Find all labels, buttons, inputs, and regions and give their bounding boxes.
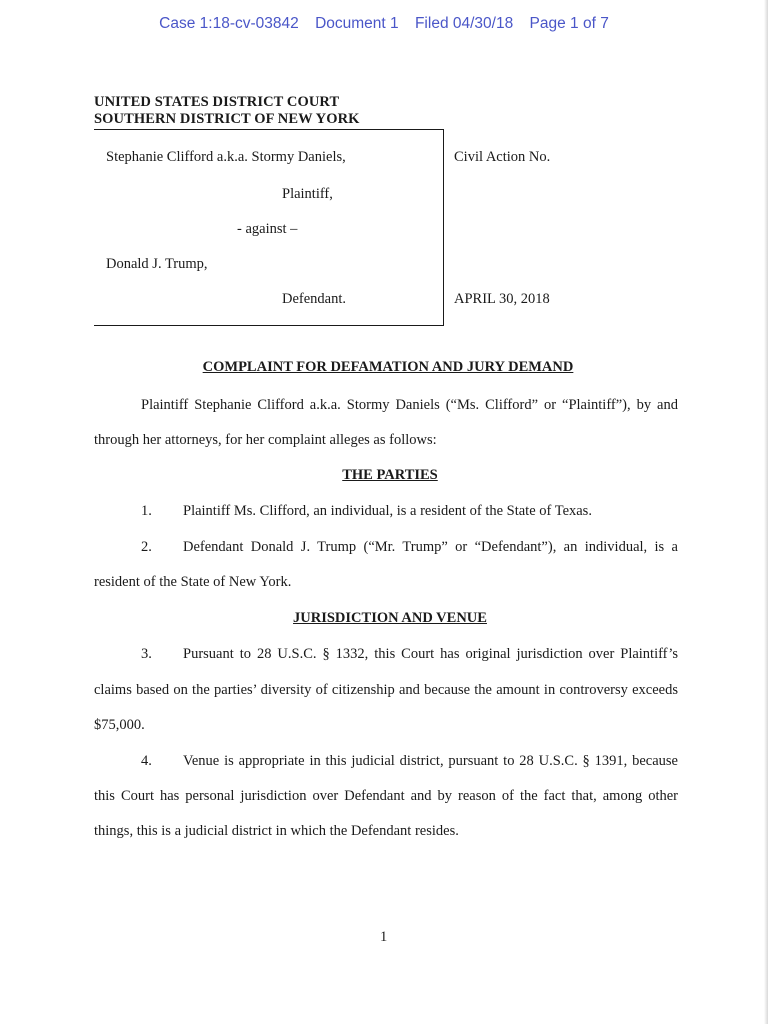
paragraph-4-line-3: things, this is a judicial district in which the Defendant resides. xyxy=(94,823,459,839)
ecf-header xyxy=(0,15,768,33)
plaintiff-role: Plaintiff, xyxy=(282,186,333,202)
scan-edge-shadow xyxy=(764,0,768,1024)
intro-line-1: Plaintiff Stephanie Clifford a.k.a. Stormy Daniels (“Ms. Clifford” or “Plaintiff”), by and xyxy=(141,397,678,413)
paragraph-number: 4. xyxy=(141,753,152,769)
section-heading-jurisdiction: JURISDICTION AND VENUE xyxy=(293,610,487,626)
paragraph-1-text: Plaintiff Ms. Clifford, an individual, is a resident of the State of Texas. xyxy=(183,503,592,519)
plaintiff-name: Stephanie Clifford a.k.a. Stormy Daniels, xyxy=(106,149,346,165)
section-heading-parties: THE PARTIES xyxy=(342,467,438,483)
paragraph-3-line-1: Pursuant to 28 U.S.C. § 1332, this Court has original jurisdiction over Plaintiff’s xyxy=(183,646,678,662)
paragraph-3-line-2: claims based on the parties’ diversity of citizenship and because the amount in controversy exceeds xyxy=(94,682,678,698)
against-label: - against – xyxy=(237,221,298,237)
paragraph-2-line-1: Defendant Donald J. Trump (“Mr. Trump” or “Defendant”), an individual, is a xyxy=(183,539,678,555)
case-number: Case 1:18-cv-03842 xyxy=(159,15,299,32)
filing-date: APRIL 30, 2018 xyxy=(454,291,550,307)
court-name-line2: SOUTHERN DISTRICT OF NEW YORK xyxy=(94,111,360,127)
caption-vertical-rule xyxy=(443,129,444,326)
caption-bottom-rule xyxy=(94,325,444,326)
court-name-line1: UNITED STATES DISTRICT COURT xyxy=(94,94,340,110)
civil-action-label: Civil Action No. xyxy=(454,149,551,165)
defendant-name: Donald J. Trump, xyxy=(106,256,208,272)
paragraph-number: 1. xyxy=(141,503,152,519)
page-number: 1 xyxy=(380,929,388,945)
paragraph-4-line-2: this Court has personal jurisdiction over Defendant and by reason of the fact that, among other xyxy=(94,788,678,804)
filed-date: Filed 04/30/18 xyxy=(414,15,514,32)
page-indicator: Page 1 of 7 xyxy=(529,15,609,32)
paragraph-number: 2. xyxy=(141,539,152,555)
defendant-role: Defendant. xyxy=(282,291,347,307)
paragraph-2-line-2: resident of the State of New York. xyxy=(94,574,292,590)
caption-top-rule xyxy=(94,129,444,130)
complaint-title: COMPLAINT FOR DEFAMATION AND JURY DEMAND xyxy=(202,359,574,375)
paragraph-3-line-3: $75,000. xyxy=(94,717,145,733)
paragraph-4-line-1: Venue is appropriate in this judicial district, pursuant to 28 U.S.C. § 1391, because xyxy=(183,753,678,769)
intro-line-2: through her attorneys, for her complaint alleges as follows: xyxy=(94,432,437,448)
document-number: Document 1 xyxy=(315,15,399,32)
paragraph-number: 3. xyxy=(141,646,152,662)
